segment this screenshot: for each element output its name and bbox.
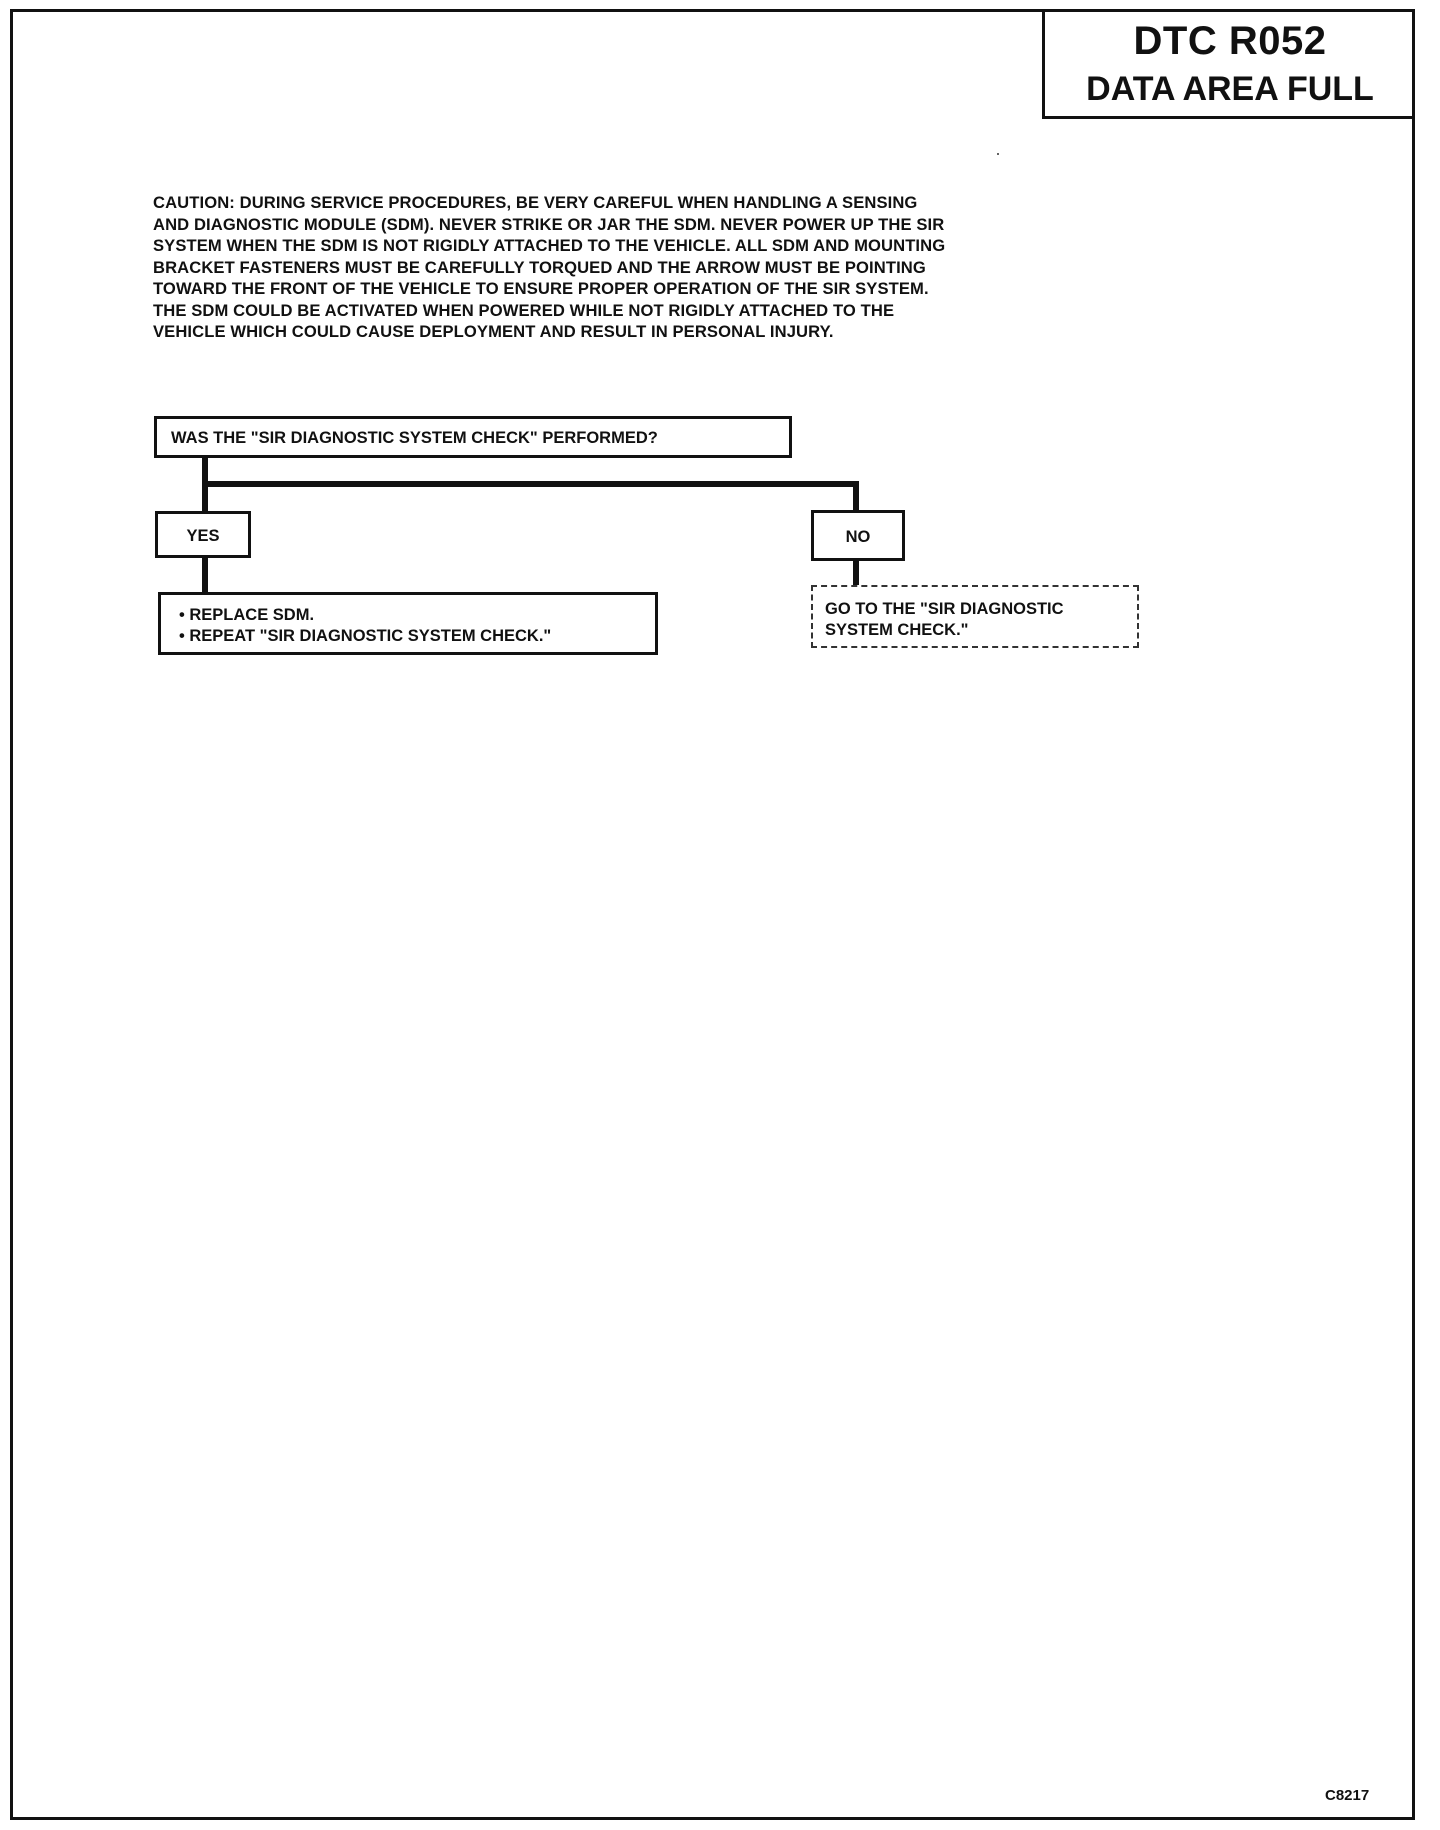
decision-question-box (154, 416, 792, 458)
yes-branch-box (155, 511, 251, 558)
no-label: NO (845, 528, 871, 546)
no-action-item: GO TO THE "SIR DIAGNOSTIC (825, 600, 1064, 618)
yes-action-item: • REPEAT "SIR DIAGNOSTIC SYSTEM CHECK." (179, 627, 552, 645)
no-action-item: SYSTEM CHECK." (825, 621, 969, 639)
no-branch-box (811, 510, 905, 561)
dtc-description-title: DATA AREA FULL (1086, 70, 1374, 108)
page-code: C8217 (1325, 1787, 1370, 1804)
no-action-box (811, 585, 1139, 648)
yes-action-item: • REPLACE SDM. (179, 606, 315, 624)
scan-speck (997, 153, 999, 155)
dtc-code-title: DTC R052 (1133, 19, 1327, 63)
yes-action-box (158, 592, 658, 655)
caution-paragraph: CAUTION: DURING SERVICE PROCEDURES, BE VERY CAREFUL WHEN HANDLING A SENSING AND DIAGNOSTIC MODULE (SDM). NEVER STRIKE OR JAR THE SDM. NEVER POWER UP THE SIR SYSTEM WHEN THE SDM IS NOT RIGIDLY ATTACHED TO THE VEHICLE. ALL SDM AND MOUNTING BRACKET FASTENERS MUST BE CAREFULLY TORQUED AND THE ARROW MUST BE POINTING TOWARD THE FRONT OF THE VEHICLE TO ENSURE PROPER OPERATION OF THE SIR SYSTEM. THE SDM COULD BE ACTIVATED WHEN POWERED WHILE NOT RIGIDLY ATTACHED TO THE VEHICLE WHICH COULD CAUSE DEPLOYMENT AND RESULT IN PERSONAL INJURY. (153, 193, 946, 341)
yes-label: YES (186, 527, 220, 545)
decision-question-text: WAS THE "SIR DIAGNOSTIC SYSTEM CHECK" PERFORMED? (171, 429, 658, 447)
title-box (1042, 9, 1415, 119)
